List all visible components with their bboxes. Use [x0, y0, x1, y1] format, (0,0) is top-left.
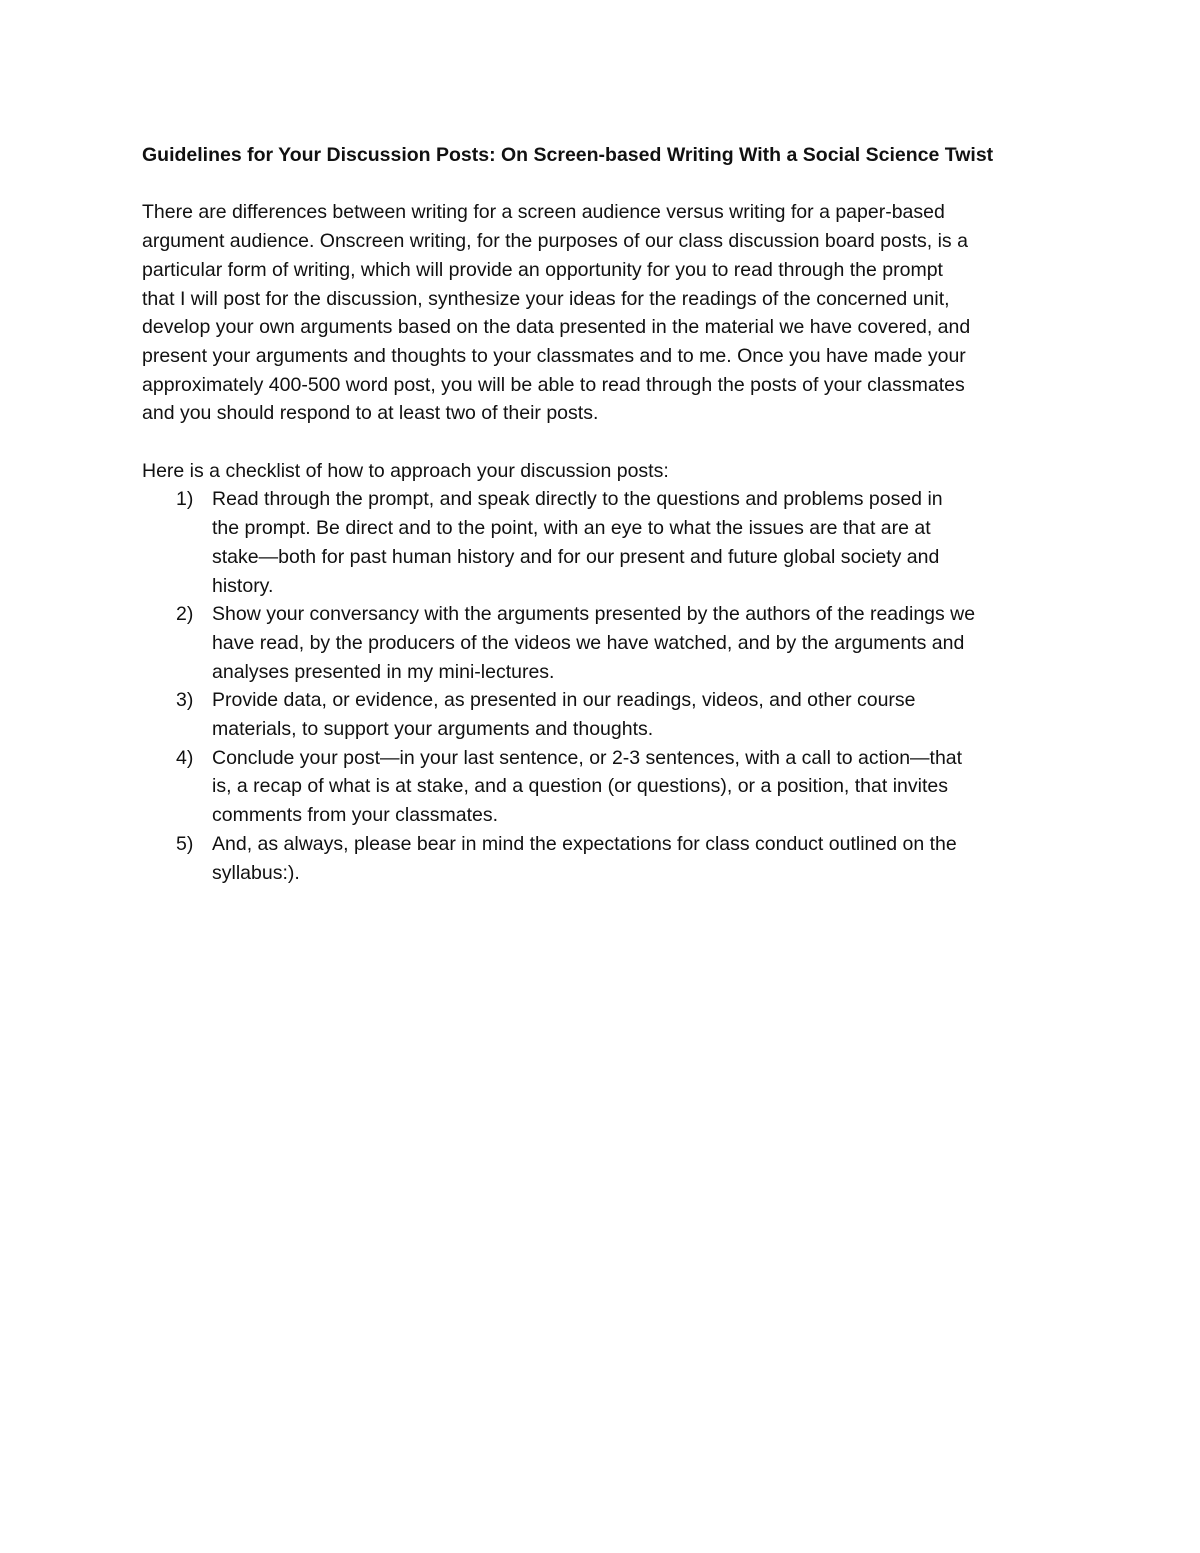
item-line: is, a recap of what is at stake, and a question (or questions), or a position, that invites: [212, 775, 948, 798]
intro-line: There are differences between writing for a screen audience versus writing for a paper-based: [142, 201, 945, 224]
intro-line: and you should respond to at least two of their posts.: [142, 402, 599, 425]
document-title: Guidelines for Your Discussion Posts: On Screen-based Writing With a Social Science Twist: [142, 144, 994, 166]
item-line: stake—both for past human history and for our present and future global society and: [212, 545, 940, 568]
checklist-lead: [142, 457, 1072, 486]
item-line: syllabus:).: [212, 861, 300, 884]
item-line: comments from your classmates.: [212, 804, 499, 827]
intro-line: argument audience. Onscreen writing, for the purposes of our class discussion board posts, is a: [142, 230, 968, 253]
checklist-item-5: [142, 830, 1072, 887]
checklist-item-4: [142, 744, 1072, 830]
checklist-item-3: [142, 686, 1072, 743]
intro-line: particular form of writing, which will provide an opportunity for you to read through the prompt: [142, 258, 943, 281]
item-line: history.: [212, 574, 274, 597]
intro-line: approximately 400-500 word post, you will be able to read through the posts of your classmates: [142, 373, 965, 396]
item-line: Provide data, or evidence, as presented in our readings, videos, and other course: [212, 689, 916, 712]
item-number: 1): [176, 488, 194, 511]
checklist: [142, 485, 1072, 887]
item-line: Read through the prompt, and speak directly to the questions and problems posed in: [212, 488, 943, 511]
item-number: 2): [176, 603, 194, 626]
item-line: have read, by the producers of the videos we have watched, and by the arguments and: [212, 631, 965, 654]
intro-line: present your arguments and thoughts to your classmates and to me. Once you have made your: [142, 344, 966, 367]
item-line: Show your conversancy with the arguments presented by the authors of the readings we: [212, 603, 976, 626]
item-line: analyses presented in my mini-lectures.: [212, 660, 555, 683]
checklist-item-2: [142, 600, 1072, 686]
item-line: the prompt. Be direct and to the point, with an eye to what the issues are that are at: [212, 517, 931, 540]
intro-line: that I will post for the discussion, synthesize your ideas for the readings of the concerned unit,: [142, 287, 950, 310]
intro-line: develop your own arguments based on the data presented in the material we have covered, and: [142, 316, 971, 339]
item-line: Conclude your post—in your last sentence, or 2-3 sentences, with a call to action—that: [212, 746, 963, 769]
item-number: 5): [176, 832, 194, 855]
intro-paragraph: [142, 198, 1072, 428]
checklist-item-1: [142, 485, 1072, 600]
checklist-lead-text: Here is a checklist of how to approach your discussion posts:: [142, 459, 669, 482]
item-line: materials, to support your arguments and thoughts.: [212, 718, 654, 741]
item-line: And, as always, please bear in mind the expectations for class conduct outlined on the: [212, 832, 957, 855]
item-number: 3): [176, 689, 194, 712]
document-page: [142, 141, 1072, 887]
item-number: 4): [176, 746, 194, 769]
